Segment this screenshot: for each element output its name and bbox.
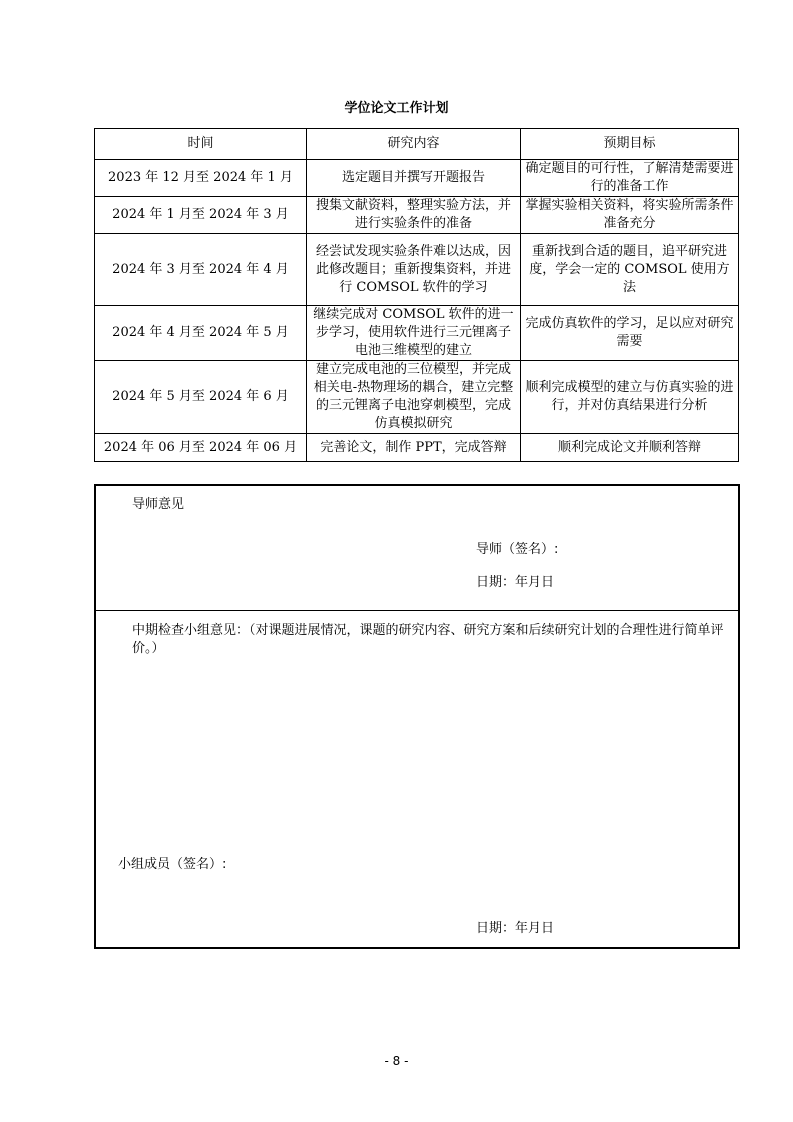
table-row bbox=[95, 434, 739, 462]
cell-content: 建立完成电池的三位模型，并完成相关电-热物理场的耦合，建立完整的三元锂离子电池穿刺模型，完成仿真模拟研究 bbox=[307, 361, 521, 434]
page-title: 学位论文工作计划 bbox=[344, 101, 449, 116]
table-row bbox=[95, 234, 739, 306]
table-row bbox=[95, 306, 739, 361]
group-members-signature: 小组成员（签名）: bbox=[118, 857, 227, 872]
advisor-signature: 导师（签名）: bbox=[476, 542, 559, 557]
table-row bbox=[95, 361, 739, 434]
cell-time: 2024 年 5 月至 2024 年 6 月 bbox=[95, 361, 307, 434]
advisor-date: 日期：年月日 bbox=[476, 575, 555, 590]
cell-goal: 掌握实验相关资料，将实验所需条件准备充分 bbox=[521, 197, 739, 234]
advisor-opinion-box bbox=[94, 484, 740, 611]
cell-content: 经尝试发现实验条件难以达成，因此修改题目；重新搜集资料，并进行 COMSOL 软件的学习 bbox=[307, 234, 521, 306]
cell-content: 搜集文献资料，整理实验方法，并进行实验条件的准备 bbox=[307, 197, 521, 234]
header-content: 研究内容 bbox=[307, 129, 521, 160]
header-goal: 预期目标 bbox=[521, 129, 739, 160]
cell-goal: 确定题目的可行性，了解清楚需要进行的准备工作 bbox=[521, 160, 739, 197]
table-row bbox=[95, 197, 739, 234]
midterm-review-box bbox=[94, 608, 740, 949]
table-header-row bbox=[95, 129, 739, 160]
table-row bbox=[95, 160, 739, 197]
cell-goal: 完成仿真软件的学习，足以应对研究需要 bbox=[521, 306, 739, 361]
cell-content: 继续完成对 COMSOL 软件的进一步学习，使用软件进行三元锂离子电池三维模型的建立 bbox=[307, 306, 521, 361]
page-number: - 8 - bbox=[384, 1054, 409, 1068]
header-time: 时间 bbox=[95, 129, 307, 160]
cell-content: 完善论文，制作 PPT，完成答辩 bbox=[307, 434, 521, 462]
cell-time: 2024 年 4 月至 2024 年 5 月 bbox=[95, 306, 307, 361]
cell-content: 选定题目并撰写开题报告 bbox=[307, 160, 521, 197]
midterm-date: 日期：年月日 bbox=[476, 921, 555, 936]
cell-time: 2024 年 1 月至 2024 年 3 月 bbox=[95, 197, 307, 234]
cell-time: 2023 年 12 月至 2024 年 1 月 bbox=[95, 160, 307, 197]
cell-time: 2024 年 06 月至 2024 年 06 月 bbox=[95, 434, 307, 462]
cell-goal: 顺利完成论文并顺利答辩 bbox=[521, 434, 739, 462]
cell-goal: 重新找到合适的题目，追平研究进度，学会一定的 COMSOL 使用方法 bbox=[521, 234, 739, 306]
cell-goal: 顺利完成模型的建立与仿真实验的进行，并对仿真结果进行分析 bbox=[521, 361, 739, 434]
cell-time: 2024 年 3 月至 2024 年 4 月 bbox=[95, 234, 307, 306]
work-plan-table bbox=[94, 128, 739, 462]
advisor-heading: 导师意见 bbox=[132, 497, 185, 512]
midterm-heading: 中期检查小组意见：（对课题进展情况，课题的研究内容、研究方案和后续研究计划的合理性进行简单评价。） bbox=[132, 623, 724, 656]
